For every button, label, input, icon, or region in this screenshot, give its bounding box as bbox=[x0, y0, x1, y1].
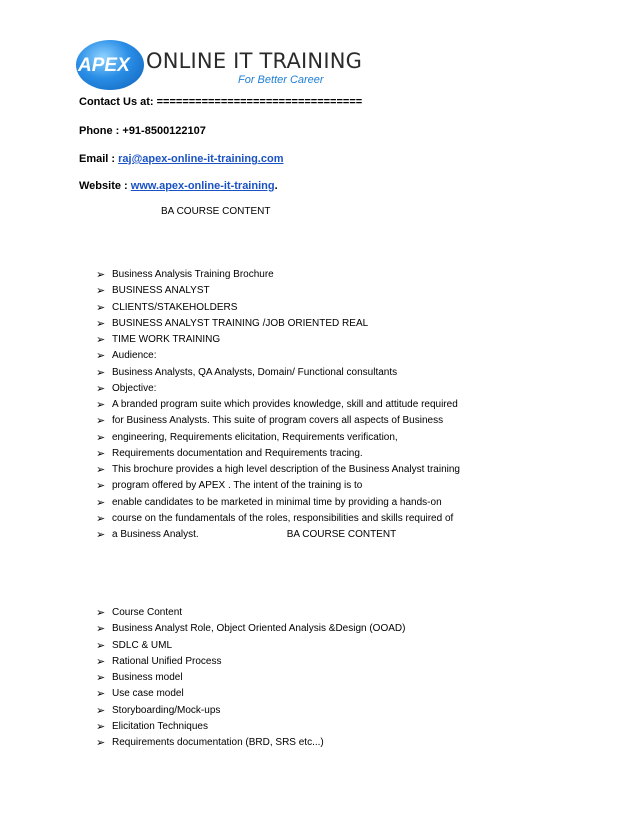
contact-heading: Contact Us at: ================================ bbox=[79, 96, 363, 108]
arrow-bullet-icon: ➢ bbox=[96, 654, 106, 668]
list-item bbox=[96, 283, 460, 299]
list-item bbox=[96, 316, 460, 332]
list-item bbox=[96, 686, 405, 702]
list-item-text: enable candidates to be marketed in minimal time by providing a hands-on bbox=[112, 496, 442, 508]
list-item bbox=[96, 446, 460, 462]
arrow-bullet-icon: ➢ bbox=[96, 268, 106, 281]
list-item-text: Business Analysts, QA Analysts, Domain/ Functional consultants bbox=[112, 366, 398, 378]
website-suffix: . bbox=[274, 180, 278, 192]
arrow-bullet-icon: ➢ bbox=[96, 622, 106, 636]
list-item-text: A branded program suite which provides knowledge, skill and attitude required bbox=[112, 399, 458, 410]
list-item bbox=[96, 527, 460, 543]
arrow-bullet-icon: ➢ bbox=[96, 638, 106, 652]
website-link[interactable]: www.apex-online-it-training bbox=[130, 180, 275, 192]
arrow-bullet-icon: ➢ bbox=[96, 446, 106, 460]
list-item bbox=[96, 735, 405, 751]
list-item-text: Requirements documentation and Requirements tracing. bbox=[112, 447, 363, 459]
list-item bbox=[96, 348, 460, 364]
list-item bbox=[96, 381, 460, 397]
list-item bbox=[96, 621, 405, 637]
list-item-text: This brochure provides a high level description of the Business Analyst training bbox=[112, 464, 460, 475]
website-label: Website : bbox=[79, 180, 131, 192]
list-item bbox=[96, 397, 460, 413]
arrow-bullet-icon: ➢ bbox=[96, 365, 106, 379]
phone-line bbox=[79, 125, 206, 137]
list-item bbox=[96, 478, 460, 494]
phone-value: +91-8500122107 bbox=[122, 125, 206, 137]
list-item bbox=[96, 267, 460, 283]
email-link[interactable]: raj@apex-online-it-training.com bbox=[118, 153, 284, 165]
list-item bbox=[96, 654, 405, 670]
email-label: Email : bbox=[79, 153, 119, 165]
list-item bbox=[96, 638, 405, 654]
list-item bbox=[96, 300, 460, 316]
email-line bbox=[79, 153, 283, 165]
list-item-text: Business model bbox=[112, 672, 183, 683]
logo-badge: APEX bbox=[78, 55, 130, 76]
list-item-text: Business Analyst Role, Object Oriented Analysis &Design (OOAD) bbox=[112, 623, 406, 635]
list-item-text: CLIENTS/STAKEHOLDERS bbox=[112, 301, 238, 313]
website-line bbox=[79, 180, 278, 192]
logo-tagline: For Better Career bbox=[238, 74, 324, 86]
list-item bbox=[96, 719, 405, 735]
arrow-bullet-icon: ➢ bbox=[96, 300, 106, 314]
arrow-bullet-icon: ➢ bbox=[96, 414, 106, 428]
arrow-bullet-icon: ➢ bbox=[96, 703, 106, 717]
list-item bbox=[96, 605, 405, 621]
list-item bbox=[96, 332, 460, 348]
list-item bbox=[96, 670, 405, 686]
arrow-bullet-icon: ➢ bbox=[96, 528, 106, 541]
arrow-bullet-icon: ➢ bbox=[96, 398, 106, 411]
arrow-bullet-icon: ➢ bbox=[96, 719, 106, 733]
list-item bbox=[96, 462, 460, 478]
list-item-text: engineering, Requirements elicitation, Requirements verification, bbox=[112, 431, 398, 443]
arrow-bullet-icon: ➢ bbox=[96, 736, 106, 749]
list-item-text: TIME WORK TRAINING bbox=[112, 334, 221, 345]
list-item-text: Storyboarding/Mock-ups bbox=[112, 704, 221, 716]
list-item-text: program offered by APEX . The intent of the training is to bbox=[112, 480, 363, 492]
arrow-bullet-icon: ➢ bbox=[96, 284, 106, 298]
arrow-bullet-icon: ➢ bbox=[96, 349, 106, 363]
arrow-bullet-icon: ➢ bbox=[96, 606, 106, 619]
inline-ba-heading: BA COURSE CONTENT bbox=[286, 529, 397, 540]
arrow-bullet-icon: ➢ bbox=[96, 671, 106, 684]
logo-title: ONLINE IT TRAINING bbox=[146, 49, 363, 73]
list-item bbox=[96, 511, 460, 527]
apex-logo bbox=[76, 40, 363, 90]
list-item-text: BUSINESS ANALYST TRAINING /JOB ORIENTED REAL bbox=[112, 317, 369, 329]
list-item-text: Course Content bbox=[112, 607, 183, 618]
list-item-text: course on the fundamentals of the roles, responsibilities and skills required of bbox=[112, 512, 454, 524]
arrow-bullet-icon: ➢ bbox=[96, 511, 106, 525]
list-item-text: Business Analysis Training Brochure bbox=[112, 269, 274, 280]
list-item-text: Objective: bbox=[112, 382, 157, 394]
list-item bbox=[96, 495, 460, 511]
list-item bbox=[96, 703, 405, 719]
arrow-bullet-icon: ➢ bbox=[96, 479, 106, 493]
phone-label: Phone : bbox=[79, 125, 123, 137]
arrow-bullet-icon: ➢ bbox=[96, 430, 106, 444]
list-item bbox=[96, 413, 460, 429]
course-content-bullet-list bbox=[96, 605, 405, 751]
list-item-text: Elicitation Techniques bbox=[112, 720, 208, 732]
arrow-bullet-icon: ➢ bbox=[96, 381, 106, 395]
list-item-text: SDLC & UML bbox=[112, 639, 173, 651]
arrow-bullet-icon: ➢ bbox=[96, 463, 106, 476]
list-item-text: Use case model bbox=[112, 688, 184, 700]
list-item-text: for Business Analysts. This suite of program covers all aspects of Business bbox=[112, 415, 444, 427]
brochure-bullet-list bbox=[96, 267, 460, 543]
list-item bbox=[96, 365, 460, 381]
list-item-text: a Business Analyst. bbox=[112, 529, 199, 540]
ba-course-heading: BA COURSE CONTENT bbox=[161, 206, 271, 217]
list-item bbox=[96, 430, 460, 446]
arrow-bullet-icon: ➢ bbox=[96, 495, 106, 509]
list-item-text: Audience: bbox=[112, 350, 157, 362]
list-item-text: Rational Unified Process bbox=[112, 655, 222, 667]
list-item-text: Requirements documentation (BRD, SRS etc...) bbox=[112, 737, 324, 748]
list-item-text: BUSINESS ANALYST bbox=[112, 285, 210, 297]
arrow-bullet-icon: ➢ bbox=[96, 316, 106, 330]
arrow-bullet-icon: ➢ bbox=[96, 333, 106, 346]
arrow-bullet-icon: ➢ bbox=[96, 687, 106, 701]
